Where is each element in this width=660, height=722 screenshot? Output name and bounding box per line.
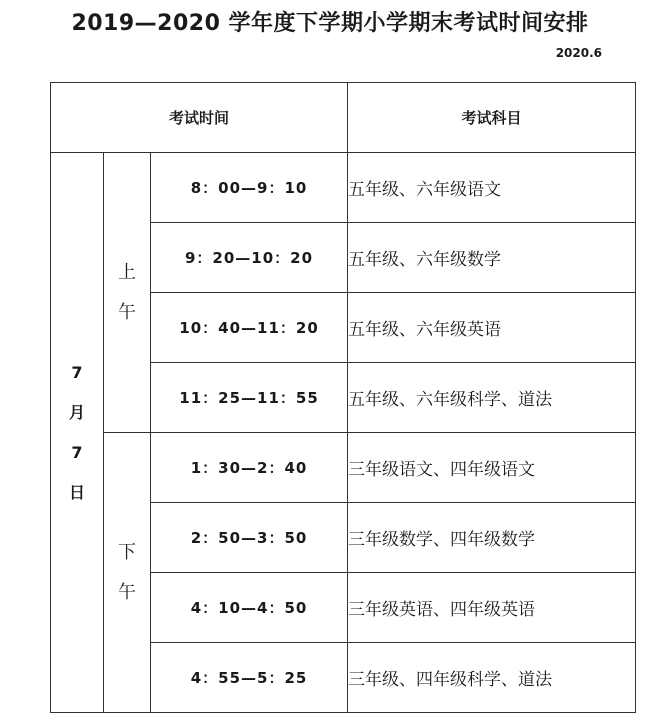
exam-subject-cell: 三年级英语、四年级英语 bbox=[348, 573, 636, 643]
afternoon-period-cell bbox=[104, 433, 151, 713]
day-char: 7 bbox=[71, 442, 83, 462]
exam-time-cell: 9：20—10：20 bbox=[151, 223, 348, 293]
exam-time-cell: 2：50—3：50 bbox=[151, 503, 348, 573]
exam-time-cell: 4：10—4：50 bbox=[151, 573, 348, 643]
exam-subject-cell: 五年级、六年级数学 bbox=[348, 223, 636, 293]
exam-time-cell: 10：40—11：20 bbox=[151, 293, 348, 363]
exam-day-cell bbox=[51, 153, 104, 713]
exam-time-cell: 4：55—5：25 bbox=[151, 643, 348, 713]
period-char: 午 bbox=[118, 301, 136, 323]
morning-period-cell bbox=[104, 153, 151, 433]
day-char: 月 bbox=[68, 402, 85, 422]
exam-schedule-table bbox=[50, 82, 636, 713]
exam-subject-cell: 五年级、六年级科学、道法 bbox=[348, 363, 636, 433]
exam-time-cell: 1：30—2：40 bbox=[151, 433, 348, 503]
table-row bbox=[51, 153, 636, 223]
header-exam-time: 考试时间 bbox=[51, 83, 348, 153]
exam-subject-cell: 三年级语文、四年级语文 bbox=[348, 433, 636, 503]
period-char: 上 bbox=[118, 261, 136, 283]
header-exam-subject: 考试科目 bbox=[348, 83, 636, 153]
table-row bbox=[51, 433, 636, 503]
exam-time-cell: 8：00—9：10 bbox=[151, 153, 348, 223]
period-char: 下 bbox=[118, 541, 136, 563]
page-title: 2019—2020 学年度下学期小学期末考试时间安排 bbox=[71, 11, 589, 36]
exam-subject-cell: 三年级数学、四年级数学 bbox=[348, 503, 636, 573]
exam-subject-cell: 三年级、四年级科学、道法 bbox=[348, 643, 636, 713]
exam-subject-cell: 五年级、六年级语文 bbox=[348, 153, 636, 223]
document-date: 2020.6 bbox=[555, 46, 602, 60]
exam-subject-cell: 五年级、六年级英语 bbox=[348, 293, 636, 363]
day-char: 7 bbox=[71, 362, 83, 382]
exam-time-cell: 11：25—11：55 bbox=[151, 363, 348, 433]
day-char: 日 bbox=[68, 482, 85, 502]
period-char: 午 bbox=[118, 581, 136, 603]
table-header-row bbox=[51, 83, 636, 153]
